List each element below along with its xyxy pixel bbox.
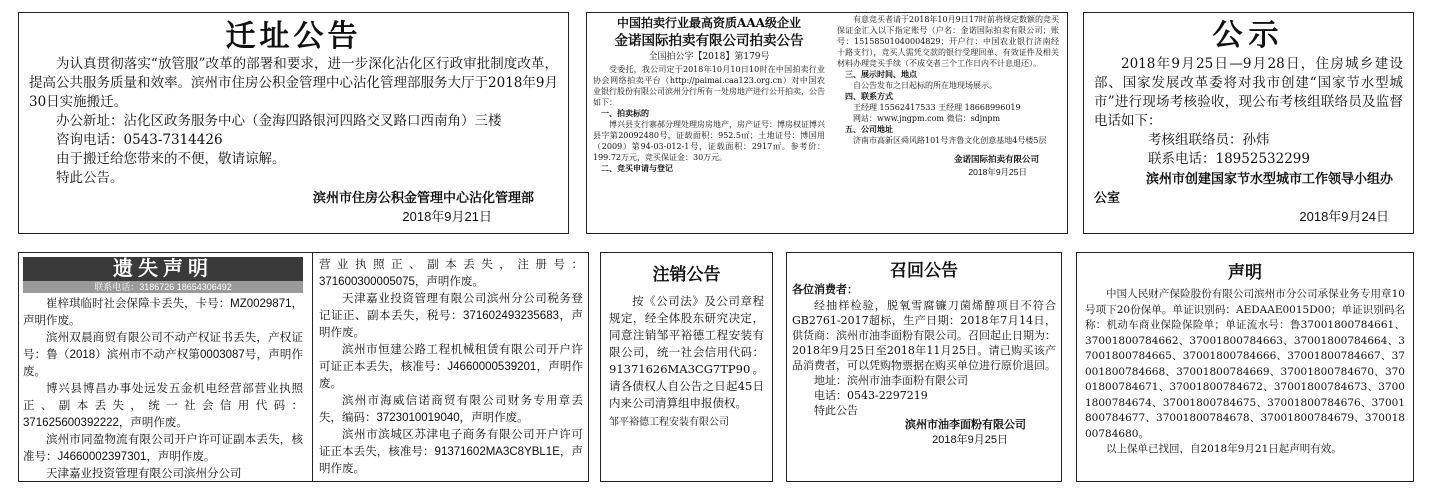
recall-org: 滨州市油李面粉有限公司: [905, 419, 1026, 431]
lost-item: 天津嘉业投资管理有限公司滨州分公司税务登记证正、副本丢失，税号：371602493235683，声明作废。: [319, 293, 583, 339]
auction-s3-title: 三、展示时间、地点: [845, 69, 917, 79]
recall-title: 召回公告: [890, 261, 958, 280]
auction-header-small: 中国拍卖行业最高资质AAA级企业: [617, 16, 801, 30]
lost-left-list: [23, 296, 303, 482]
publicity-notice: [1083, 12, 1414, 234]
recall-address: 地址：滨州市油李面粉有限公司: [814, 374, 968, 387]
auction-s5-title: 五、公司地址: [845, 124, 893, 134]
publicity-contact: 考核组联络员：孙炜: [1148, 132, 1270, 148]
recall-body: 经抽样检验，脱氧雪腐镰刀菌烯醇项目不符合GB2761-2017超标，生产日期：2018年7月14日，供货商：滨州市油李面粉有限公司。召回起止日期为：2018年9月25日至2018年11月25日。请已购买该产品消费者，可以凭购物票据在购买单位进行原价退回。: [792, 299, 1056, 372]
auction-s4-phone: 王经理 15562417533 王经理 18668996019: [853, 103, 1021, 112]
publicity-date: 2018年9月24日: [1299, 209, 1389, 224]
relocation-address: 办公新址：沾化区政务服务中心（金海四路银河四路交叉路口西南角）三楼: [56, 113, 502, 129]
lost-contact: 联系电话：3186726 18654306492: [23, 281, 303, 293]
recall-greeting: 各位消费者：: [792, 284, 858, 296]
lost-item: 滨州双晨商贸有限公司不动产权证书丢失，产权证号：鲁（2018）滨州市不动产权第0003087号，声明作废。: [23, 332, 303, 378]
auction-s5-body: 济南市高新区舜风路101号齐鲁文化创意基地4号楼5层: [853, 136, 1047, 145]
auction-intro: 受委托，我公司定于2018年10月10日10时在中国拍卖行业协会网络拍卖平台（http://paimai.caa123.org.cn）对中国农业银行股份有限公司滨州分行所有一处房地产进行公开拍卖，公告如下：: [593, 65, 825, 107]
auction-notice: [586, 12, 1068, 234]
publicity-phone: 联系电话：18952532299: [1148, 151, 1310, 167]
relocation-org: 滨州市住房公积金管理中心沾化管理部: [312, 190, 534, 205]
recall-phone: 电话：0543-2297219: [814, 389, 928, 402]
auction-date: 2018年9月25日: [968, 167, 1027, 177]
auction-s4-web: 网站：www.jngpm.com 微信：sdjnpm: [853, 114, 1001, 123]
recall-notice: [786, 252, 1062, 482]
lost-item: 滨州市滨城区苏津电子商务有限公司开户许可证正本丢失，核准号：91371602MA3C8YBL1E，声明作废。: [319, 429, 583, 475]
recall-notice-text: 特此公告: [814, 404, 858, 417]
relocation-date: 2018年9月21日: [402, 209, 492, 224]
insurance-statement-footer: 以上保单已找回，自2018年9月21日起声明有效。: [1106, 443, 1342, 455]
lost-item: 天津嘉业投资管理有限公司滨州分公司: [46, 468, 242, 480]
insurance-statement: [1076, 252, 1414, 482]
lost-item: 营业执照正、副本丢失，注册号：371600300005075，声明作废。: [319, 259, 583, 288]
auction-header-big: 金诺国际拍卖有限公司拍卖公告: [614, 33, 804, 48]
auction-doc-no: 全国拍公字【2018】第179号: [648, 52, 770, 62]
lost-column-divider: [312, 253, 313, 482]
insurance-statement-body: 中国人民财产保险股份有限公司滨州市分公司承保业务专用章10号项下20份保单。单证识别码：AEDAAE0015D00；单证识别码名称：机动车商业保险保险单；单证流水号：鲁37001800784661、37001800784662、37001800784663、37001800784664、37001800784665、37001800784666、37001800784667、37001800784668、37001800784669、37001800784670、37001800784671、37001800784672、37001800784673、37001800784674、37001800784675、37001800784676、37001800784677、37001800784678、37001800784679、37001800784680。: [1085, 288, 1405, 440]
lost-item: 博兴县博昌办事处远发五金机电经营部营业执照正、副本丢失，统一社会信用代码：371625600392222，声明作废。: [23, 383, 303, 429]
relocation-body: 为认真贯彻落实“放管服”改革的部署和要求，进一步深化沾化区行政审批制度改革，提高公共服务质量和效率。滨州市住房公积金管理中心沾化管理部服务大厅于2018年9月30日实施搬迁。: [29, 56, 558, 110]
insurance-statement-title: 声明: [1228, 263, 1262, 282]
relocation-phone: 咨询电话：0543-7314426: [56, 132, 223, 148]
auction-org: 金诺国际拍卖有限公司: [953, 154, 1039, 164]
lost-item: 滨州市恒建公路工程机械租赁有限公司开户许可证正本丢失，核准号：J4660000539201，声明作废。: [319, 344, 583, 390]
publicity-org: 滨州市创建国家节水型城市工作领导小组办公室: [1094, 171, 1394, 205]
cancellation-notice: [600, 252, 773, 482]
auction-s1-title: 一、拍卖标的: [601, 108, 649, 118]
relocation-apology: 由于搬迁给您带来的不便，敬请谅解。: [56, 151, 286, 167]
lost-item: 滨州市海威信诺商贸有限公司财务专用章丢失，编码：3723010019040，声明作废。: [319, 395, 583, 424]
auction-s2-body: 有意竞买者请于2018年10月9日17时前将规定数额的竞买保证金汇入以下指定账号（户名：金诺国际拍卖有限公司；账号：15158501040004829；开户行：中国农业银行济南经十路支行），竞买人需凭交款的银行受理回单、有效证件及相关材料办理竞买手续（不成交者三个工作日内不计息退还）。: [837, 15, 1059, 68]
auction-s3-body: 自公告发布之日起标的所在地现场展示。: [853, 81, 997, 90]
cancellation-title: 注销公告: [652, 265, 721, 284]
publicity-title: 公示: [1212, 19, 1285, 52]
relocation-notice: [18, 12, 569, 234]
lost-item: 崔梓琪临时社会保障卡丢失，卡号：MZ0029871，声明作废。: [23, 298, 303, 327]
auction-s4-title: 四、联系方式: [845, 91, 893, 101]
relocation-title: 迁址公告: [225, 20, 362, 53]
relocation-notice-text: 特此公告。: [56, 170, 124, 186]
lost-right-list: [319, 257, 583, 478]
lost-header: 遗失声明: [23, 257, 303, 281]
auction-s2-title: 二、竞买申请与登记: [601, 163, 673, 173]
publicity-body: 2018年9月25日—9月28日，住房城乡建设部、国家发展改革委将对我市创建“国家节水型城市”进行现场考核验收，现公布考核组联络员及监督电话如下：: [1094, 56, 1403, 129]
cancellation-body: 按《公司法》及公司章程规定，经全体股东研究决定，同意注销邹平裕德工程安装有限公司，统一社会信用代码：91371626MA3CG7TP90。请各债权人自公告之日起45日内来公司清算组申报债权。: [609, 294, 764, 410]
cancellation-org: 邹平裕德工程安装有限公司: [609, 417, 729, 428]
recall-date: 2018年9月25日: [932, 434, 1008, 446]
auction-s1-body: 博兴县支行寨郝分理处理房房地产，房产证号：博房权证博兴县字第20092480号，证载面积：952.5㎡；土地证号：博国用（2009）第94-03-012-1号，证载面积：2917㎡。参考价：199.72万元，竞买保证金：30万元。: [593, 120, 825, 162]
lost-item: 滨州市同盈物流有限公司开户许可证副本丢失，核准号：J4660002397301，声明作废。: [23, 434, 303, 463]
lost-statement: [18, 252, 589, 482]
